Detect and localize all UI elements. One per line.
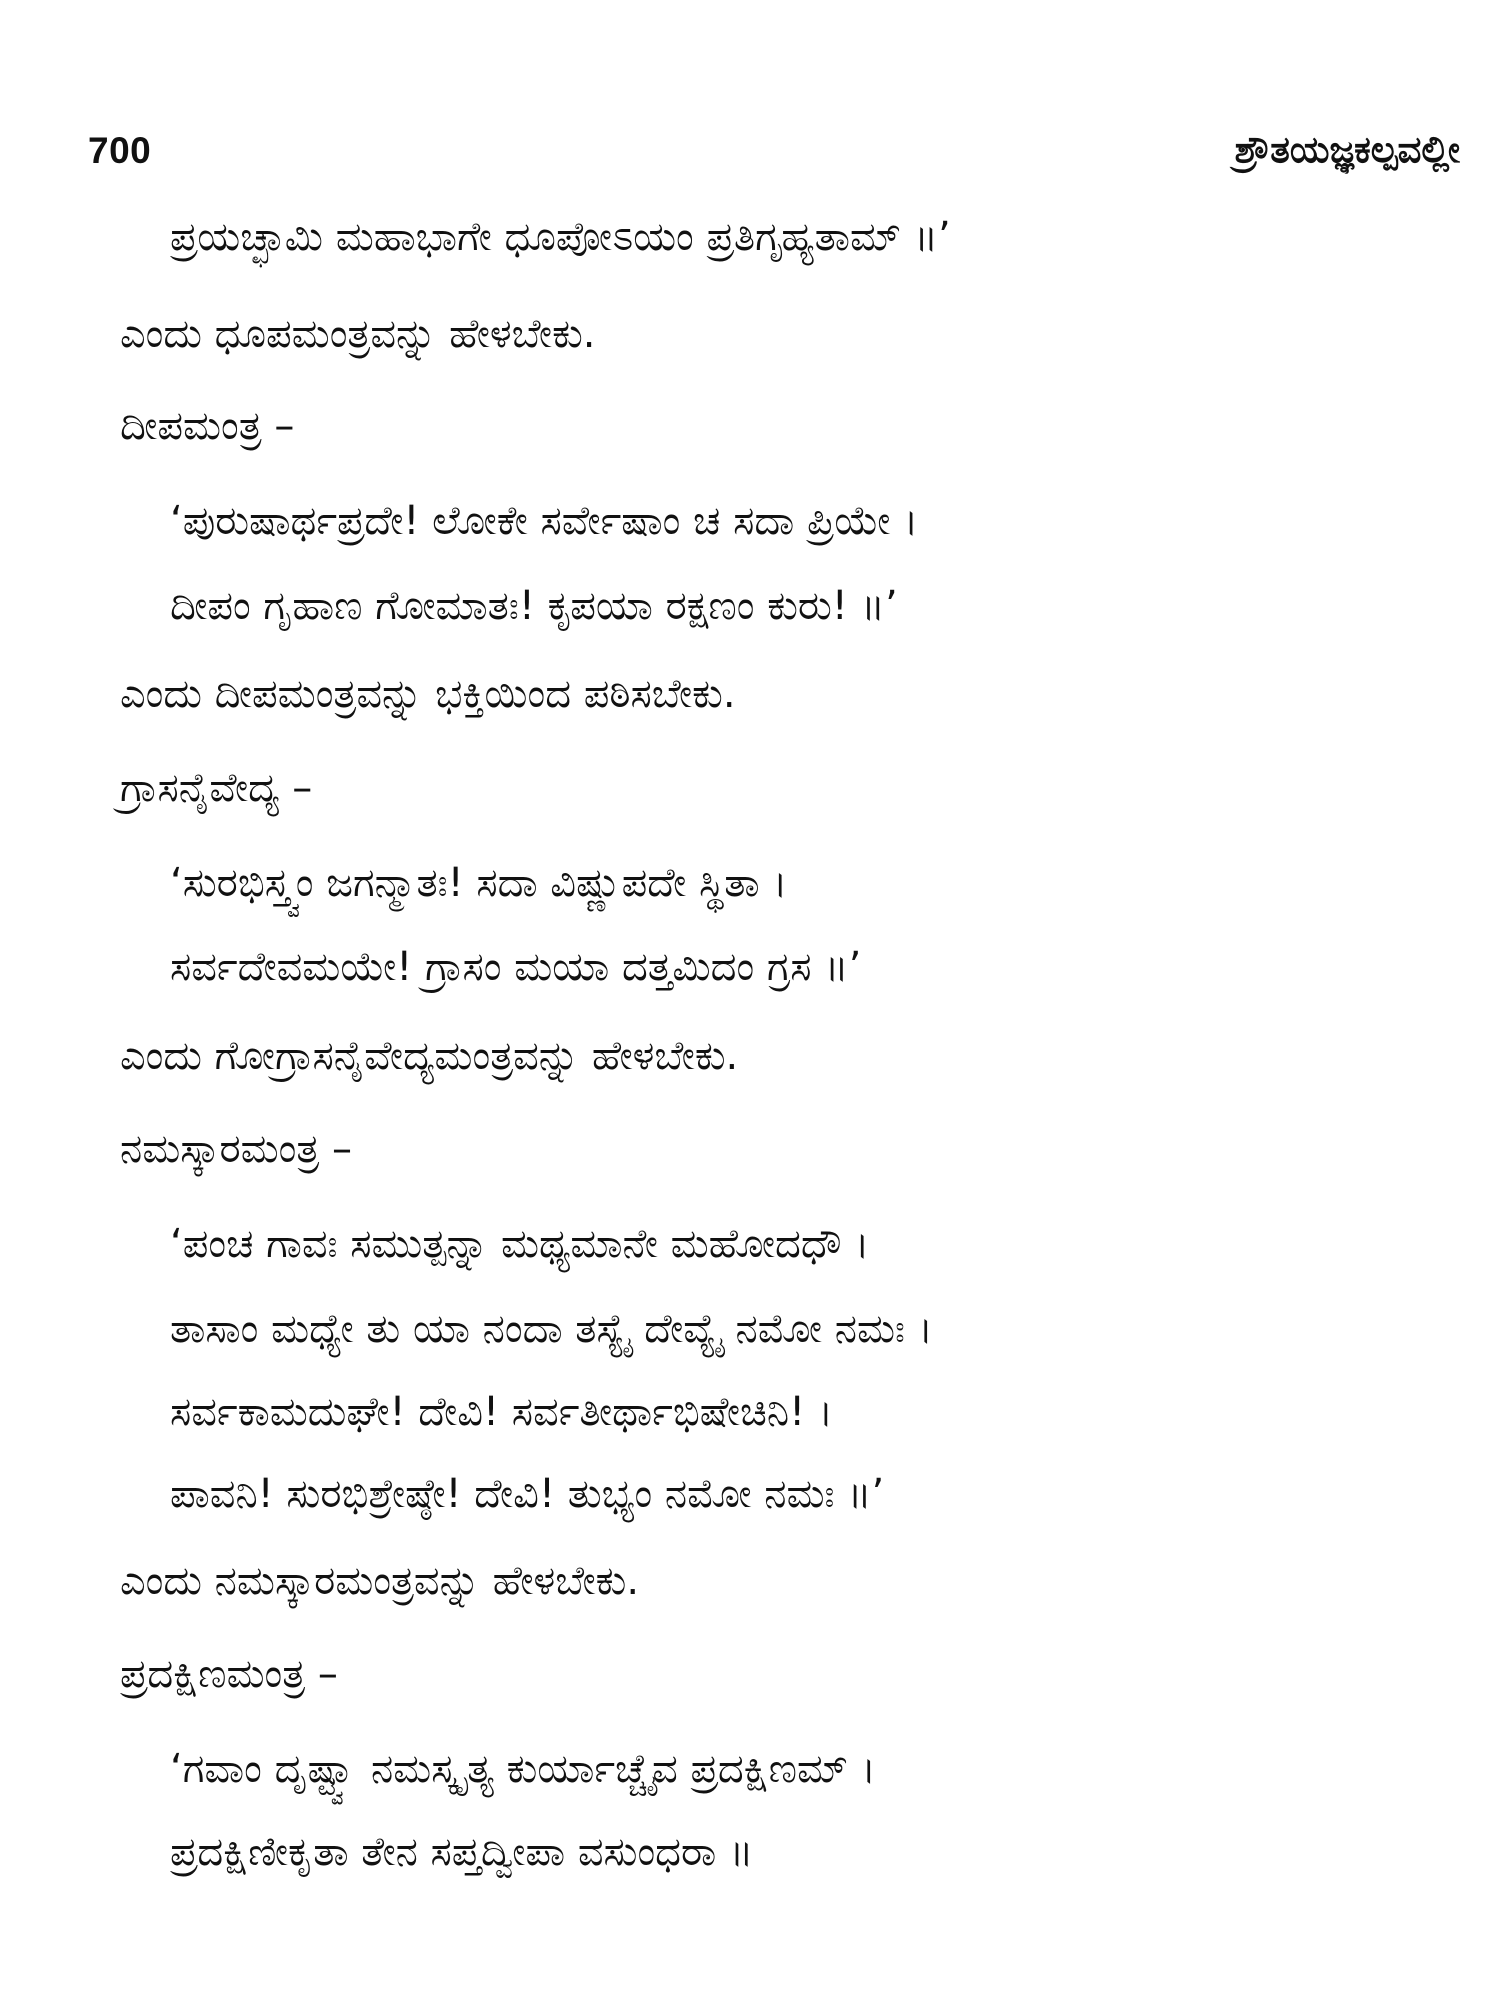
verse-line: ಸರ್ವದೇವಮಯೇ! ಗ್ರಾಸಂ ಮಯಾ ದತ್ತಮಿದಂ ಗ್ರಸ ॥’ [170, 944, 862, 990]
verse-line: ತಾಸಾಂ ಮಧ್ಯೇ ತು ಯಾ ನಂದಾ ತಸ್ಯೈ ದೇವ್ಯೈ ನಮೋ ನಮಃ । [170, 1306, 933, 1352]
section-heading: ಪ್ರದಕ್ಷಿಣಮಂತ್ರ – [120, 1651, 338, 1697]
section-heading: ಗ್ರಾಸನೈವೇದ್ಯ – [120, 765, 313, 811]
verse-line: ‘ಸುರಭಿಸ್ತ್ವಂ ಜಗನ್ಮಾತಃ! ಸದಾ ವಿಷ್ಣುಪದೇ ಸ್ಥಿತಾ । [170, 860, 788, 906]
prose-line: ಎಂದು ದೀಪಮಂತ್ರವನ್ನು ಭಕ್ತಿಯಿಂದ ಪಠಿಸಬೇಕು. [120, 671, 736, 717]
verse-line: ಪ್ರದಕ್ಷಿಣೀಕೃತಾ ತೇನ ಸಪ್ತದ್ವೀಪಾ ವಸುಂಧರಾ ॥ [170, 1829, 754, 1875]
prose-line: ಎಂದು ಧೂಪಮಂತ್ರವನ್ನು ಹೇಳಬೇಕು. [120, 311, 596, 357]
running-head-title: ಶ್ರೌತಯಜ್ಞಕಲ್ಪವಲ್ಲೀ [1234, 128, 1460, 171]
verse-line: ದೀಪಂ ಗೃಹಾಣ ಗೋಮಾತಃ! ಕೃಪಯಾ ರಕ್ಷಣಂ ಕುರು! ॥’ [170, 583, 898, 629]
verse-line: ‘ಗವಾಂ ದೃಷ್ಟ್ವಾ ನಮಸ್ಕೃತ್ಯ ಕುರ್ಯಾಚ್ಚೈವ ಪ್ರದಕ್ಷಿಣಮ್ । [170, 1746, 876, 1792]
prose-line: ಎಂದು ನಮಸ್ಕಾರಮಂತ್ರವನ್ನು ಹೇಳಬೇಕು. [120, 1558, 640, 1604]
page-number: 700 [88, 130, 152, 171]
verse-line: ‘ಪಂಚ ಗಾವಃ ಸಮುತ್ಪನ್ನಾ ಮಥ್ಯಮಾನೇ ಮಹೋದಧೌ । [170, 1221, 870, 1267]
verse-line: ಸರ್ವಕಾಮದುಘೇ! ದೇವಿ! ಸರ್ವತೀರ್ಥಾಭಿಷೇಚಿನಿ! । [170, 1389, 834, 1435]
section-heading: ನಮಸ್ಕಾರಮಂತ್ರ – [120, 1126, 352, 1172]
verse-line: ಪಾವನಿ! ಸುರಭಿಶ್ರೇಷ್ಠೇ! ದೇವಿ! ತುಭ್ಯಂ ನಮೋ ನಮಃ ॥’ [170, 1471, 885, 1517]
prose-line: ಎಂದು ಗೋಗ್ರಾಸನೈವೇದ್ಯಮಂತ್ರವನ್ನು ಹೇಳಬೇಕು. [120, 1033, 739, 1079]
verse-line: ‘ಪುರುಷಾರ್ಥಪ್ರದೇ! ಲೋಕೇ ಸರ್ವೇಷಾಂ ಚ ಸದಾ ಪ್ರಿಯೇ । [170, 498, 919, 544]
section-heading: ದೀಪಮಂತ್ರ – [120, 403, 295, 449]
verse-line: ಪ್ರಯಚ್ಛಾಮಿ ಮಹಾಭಾಗೇ ಧೂಪೋಽಯಂ ಪ್ರತಿಗೃಹ್ಯತಾಮ್ ॥’ [170, 214, 951, 260]
